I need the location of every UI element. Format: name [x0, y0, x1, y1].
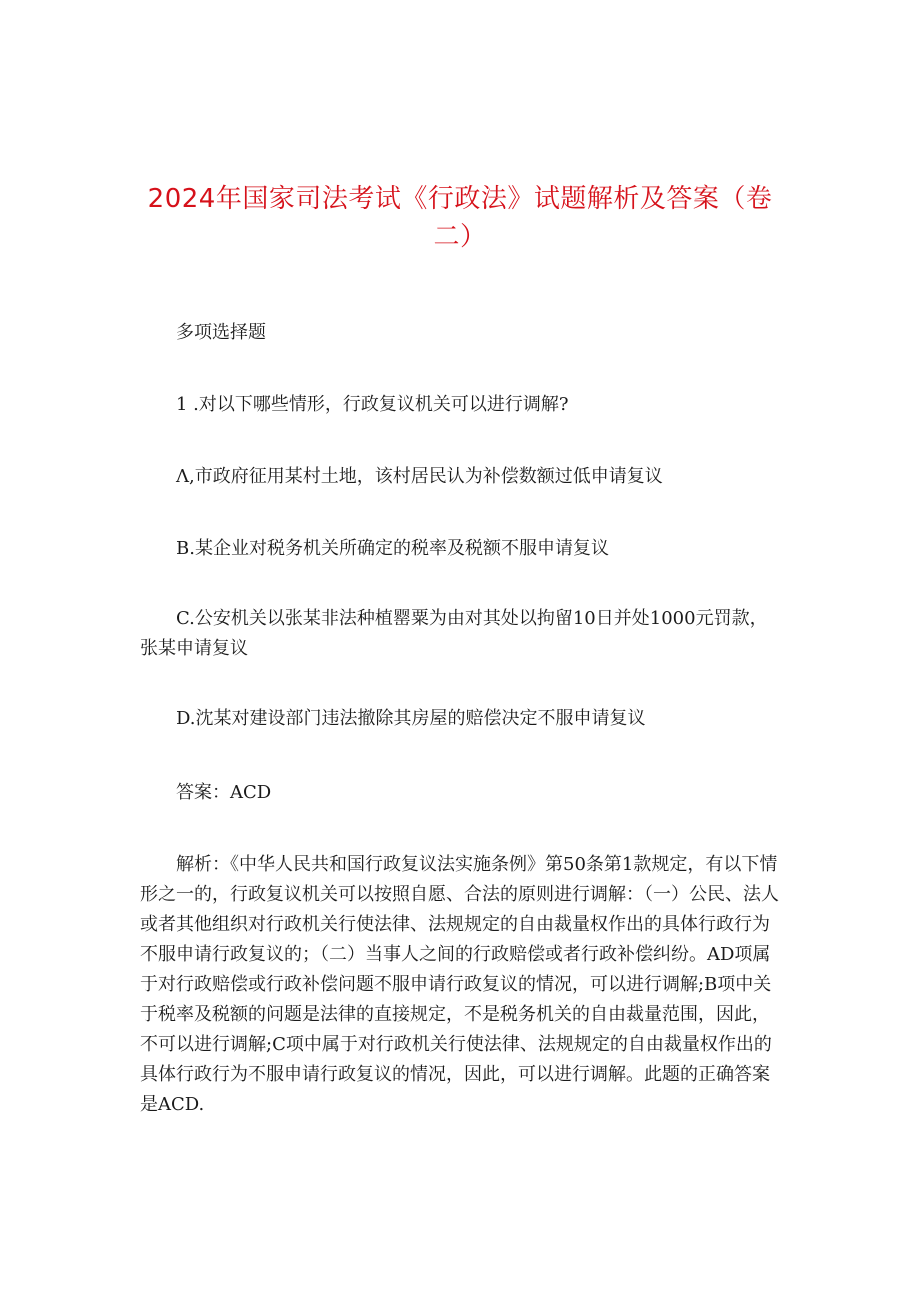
section-heading: 多项选择题 — [176, 322, 266, 343]
document-title: 2024年国家司法考试《行政法》试题解析及答案（卷二） — [147, 184, 773, 252]
option-c: C.公安机关以张某非法种植罂粟为由对其处以拘留10日并处1000元罚款，张某申请复议 — [140, 608, 768, 659]
option-d: D.沈某对建设部门违法撤除其房屋的赔偿决定不服申请复议 — [176, 708, 646, 729]
option-b: B.某企业对税务机关所确定的税率及税额不服申请复议 — [176, 538, 609, 559]
answer-line: 答案：ACD — [176, 782, 272, 803]
analysis-paragraph: 解析：《中华人民共和国行政复议法实施条例》第50条第1款规定，有以下情形之一的，行政复议机关可以按照自愿、合法的原则进行调解：（一）公民、法人或者其他组织对行政机关行使法律、法规规定的自由裁量权作出的具体行政行为不服申请行政复议的；（二）当事人之间的行政赔偿或者行政补偿纠纷。AD项属于对行政赔偿或行政补偿问题不服申请行政复议的情况，可以进行调解;B项中关于税率及税额的问题是法律的直接规定，不是税务机关的自由裁量范围，因此，不可以进行调解;C项中属于对行政机关行使法律、法规规定的自由裁量权作出的具体行政行为不服申请行政复议的情况，因此，可以进行调解。此题的正确答案是ACD. — [140, 854, 779, 1115]
question-text: 1 .对以下哪些情形，行政复议机关可以进行调解? — [176, 394, 569, 415]
option-a: Λ,市政府征用某村土地，该村居民认为补偿数额过低申请复议 — [176, 466, 663, 487]
